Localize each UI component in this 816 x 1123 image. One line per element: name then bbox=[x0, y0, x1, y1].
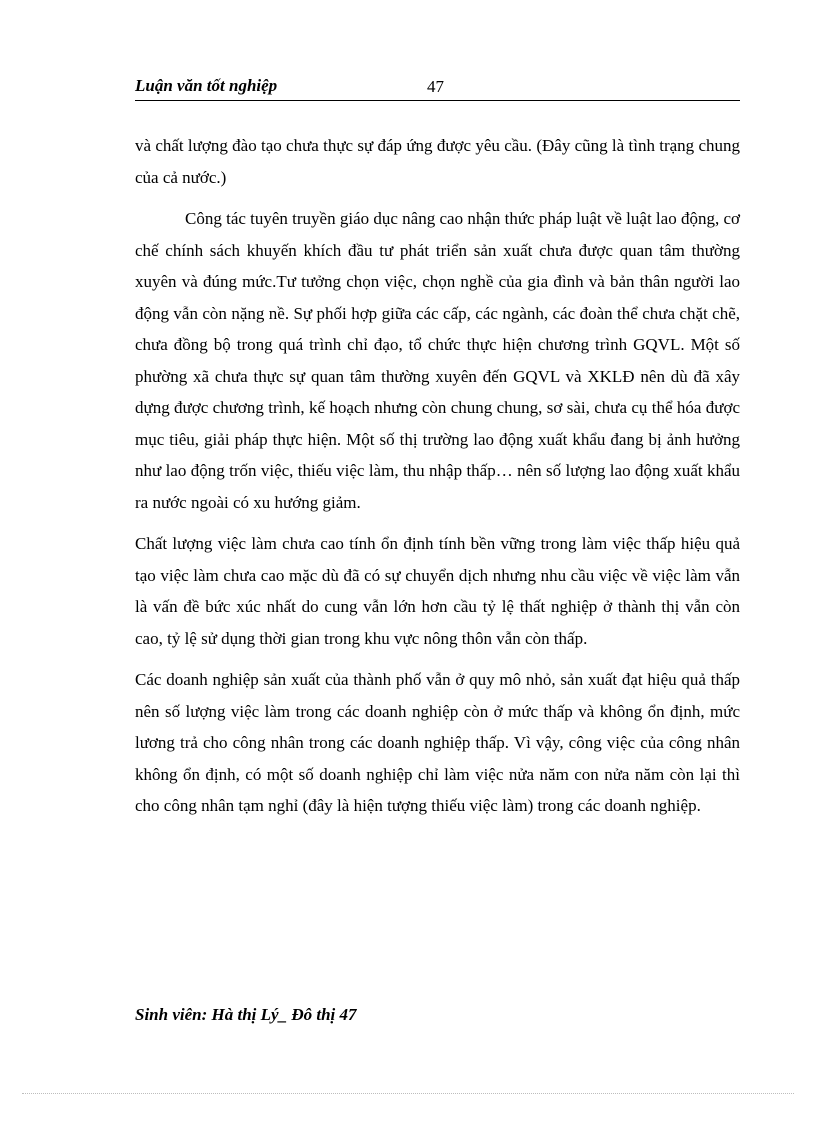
header-page-number: 47 bbox=[427, 77, 444, 96]
page-header bbox=[135, 74, 740, 101]
page-footer: Sinh viên: Hà thị Lý_ Đô thị 47 bbox=[135, 1005, 357, 1024]
paragraph-continuation: và chất lượng đào tạo chưa thực sự đáp ứng được yêu cầu. (Đây cũng là tình trạng chung của cả nước.) bbox=[135, 136, 740, 187]
paragraph-job-quality: Chất lượng việc làm chưa cao tính ổn định tính bền vững trong làm việc thấp hiệu quả tạo việc làm chưa cao mặc dù đã có sự chuyển dịch nhưng nhu cầu việc về việc làm vẫn là vấn đề bức xúc nhất do cung vẫn lớn hơn cầu tỷ lệ thất nghiệp ở thành thị vẫn còn cao, tỷ lệ sử dụng thời gian trong khu vực nông thôn vẫn còn thấp. bbox=[135, 534, 740, 648]
body-text bbox=[135, 130, 740, 832]
paragraph-propaganda: Công tác tuyên truyền giáo dục nâng cao nhận thức pháp luật về luật lao động, cơ chế chính sách khuyến khích đầu tư phát triển sản xuất chưa được quan tâm thường xuyên và đúng mức.Tư tưởng chọn việc, chọn nghề của gia đình và bản thân người lao động vẫn còn nặng nề. Sự phối hợp giữa các cấp, các ngành, các đoàn thể chưa chặt chẽ, chưa đồng bộ trong quá trình chỉ đạo, tổ chức thực hiện chương trình GQVL. Một số phường xã chưa thực sự quan tâm thường xuyên đến GQVL và XKLĐ nên dù đã xây dựng được chương trình, kế hoạch nhưng còn chung chung, sơ sài, chưa cụ thể hóa được mục tiêu, giải pháp thực hiện. Một số thị trường lao động xuất khẩu đang bị ảnh hưởng như lao động trốn việc, thiếu việc làm, thu nhập thấp… nên số lượng lao động xuất khẩu ra nước ngoài có xu hướng giảm. bbox=[135, 209, 740, 512]
header-title: Luận văn tốt nghiệp bbox=[135, 76, 278, 95]
page-bottom-divider bbox=[22, 1093, 794, 1094]
paragraph-enterprises: Các doanh nghiệp sản xuất của thành phố vẫn ở quy mô nhỏ, sản xuất đạt hiệu quả thấp nên số lượng việc làm trong các doanh nghiệp còn ở mức thấp và không ổn định, mức lương trả cho công nhân trong các doanh nghiệp thấp. Vì vậy, công việc của công nhân không ổn định, có một số doanh nghiệp chỉ làm việc nửa năm con nửa năm còn lại thì cho công nhân tạm nghỉ (đây là hiện tượng thiếu việc làm) trong các doanh nghiệp. bbox=[135, 670, 740, 815]
